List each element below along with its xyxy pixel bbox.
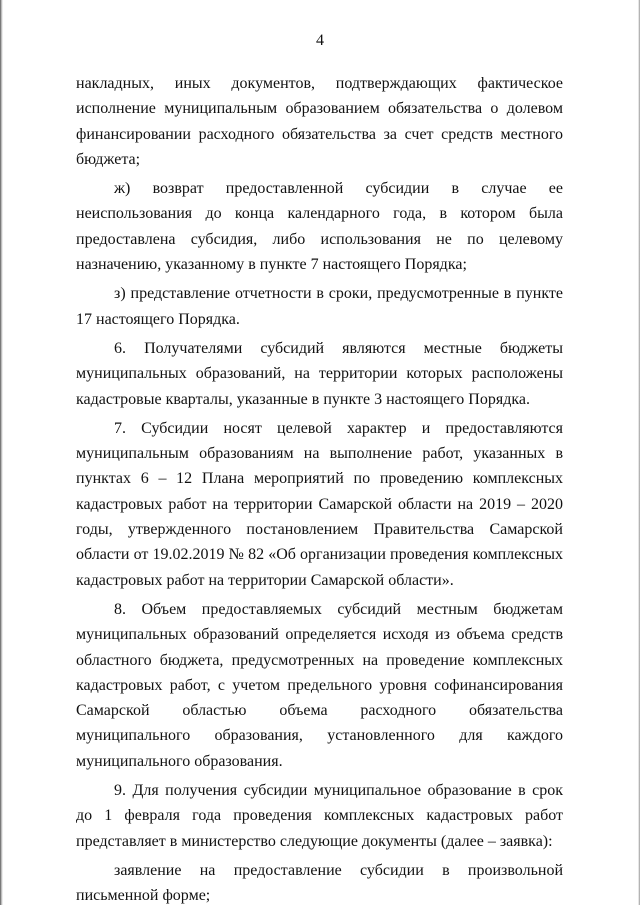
page-number: 4 — [316, 32, 324, 49]
paragraph-item-zh: ж) возврат предоставленной субсидии в случае ее неиспользования до конца календарного года, в котором была предоставлена субсидия, либо использования не по целевому назначению, указанному в пункте 7 настоящего Порядка; — [76, 180, 563, 274]
paragraph-clause-9: 9. Для получения субсидии муниципальное образование в срок до 1 февраля года проведения комплексных кадастровых работ представляет в министерство следующие документы (далее – заявка): — [76, 782, 563, 850]
paragraph-application-item: заявление на предоставление субсидии в произвольной письменной форме; — [76, 861, 563, 905]
document-body — [76, 71, 563, 913]
paragraph-clause-7: 7. Субсидии носят целевой характер и предоставляются муниципальным образованиям на выполнение работ, указанных в пунктах 6 – 12 Плана мероприятий по проведению комплексных кадастровых работ на территории Самарской области на 2019 – 2020 годы, утвержденного постановлением Правительства Самарской области от 19.02.2019 № 82 «Об организации проведения комплексных кадастровых работ на территории Самарской области». — [76, 419, 563, 589]
paragraph-item-z: з) представление отчетности в сроки, предусмотренные в пункте 17 настоящего Порядка. — [76, 285, 563, 328]
paragraph-clause-6: 6. Получателями субсидий являются местные бюджеты муниципальных образований, на территории которых расположены кадастровые кварталы, указанные в пункте 3 настоящего Порядка. — [76, 339, 563, 408]
scan-edge-left — [0, 0, 3, 905]
paragraph-continuation: накладных, иных документов, подтверждающих фактическое исполнение муниципальным образованием обязательства о долевом финансировании расходного обязательства за счет средств местного бюджета; — [76, 75, 563, 168]
paragraph-clause-8: 8. Объем предоставляемых субсидий местным бюджетам муниципальных образований определяется исходя из объема средств областного бюджета, предусмотренных на проведение комплексных кадастровых работ, с учетом предельного уровня софинансирования Самарской областью объема расходного обязательства муниципального образования, установленного для каждого муниципального образования. — [76, 600, 563, 770]
